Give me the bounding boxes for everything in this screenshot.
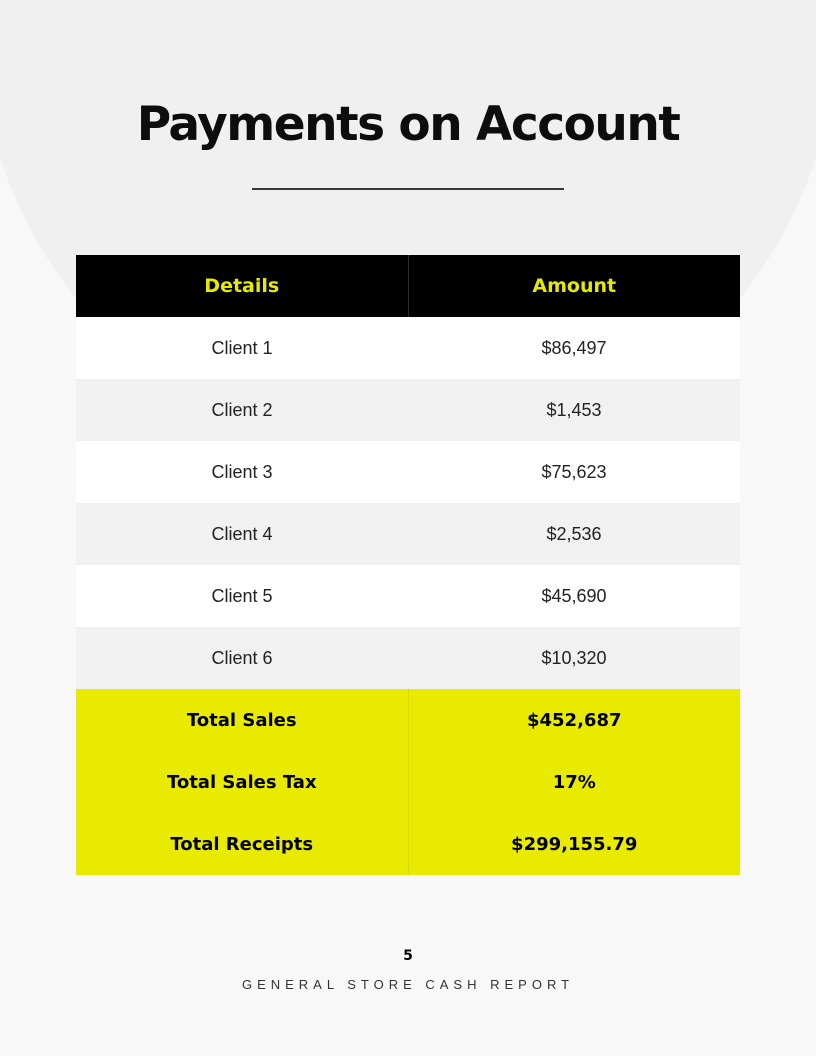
table-body bbox=[76, 317, 740, 875]
total-sales-value: $452,687 bbox=[408, 689, 740, 751]
client-amount-cell: $75,623 bbox=[408, 441, 740, 503]
client-details-cell: Client 4 bbox=[76, 503, 408, 565]
client-amount-cell: $10,320 bbox=[408, 627, 740, 689]
client-details-cell: Client 6 bbox=[76, 627, 408, 689]
column-header-amount: Amount bbox=[408, 255, 740, 317]
payments-table bbox=[76, 255, 740, 875]
page-number: 5 bbox=[403, 948, 413, 964]
table-header bbox=[76, 255, 740, 317]
total-sales-tax-row bbox=[76, 751, 740, 813]
total-sales-tax-value: 17% bbox=[408, 751, 740, 813]
total-sales-label: Total Sales bbox=[76, 689, 408, 751]
page-title: Payments on Account bbox=[136, 97, 680, 152]
column-header-details: Details bbox=[76, 255, 408, 317]
table-row bbox=[76, 503, 740, 565]
header-row bbox=[76, 255, 740, 317]
client-amount-cell: $1,453 bbox=[408, 379, 740, 441]
client-details-cell: Client 3 bbox=[76, 441, 408, 503]
total-sales-row bbox=[76, 689, 740, 751]
client-amount-cell: $2,536 bbox=[408, 503, 740, 565]
table-row bbox=[76, 379, 740, 441]
client-amount-cell: $86,497 bbox=[408, 317, 740, 379]
title-divider bbox=[252, 188, 564, 190]
total-receipts-label: Total Receipts bbox=[76, 813, 408, 875]
client-details-cell: Client 5 bbox=[76, 565, 408, 627]
table-row bbox=[76, 627, 740, 689]
client-details-cell: Client 1 bbox=[76, 317, 408, 379]
total-receipts-value: $299,155.79 bbox=[408, 813, 740, 875]
total-receipts-row bbox=[76, 813, 740, 875]
footer-report-title: GENERAL STORE CASH REPORT bbox=[241, 977, 575, 992]
client-details-cell: Client 2 bbox=[76, 379, 408, 441]
total-sales-tax-label: Total Sales Tax bbox=[76, 751, 408, 813]
table-row bbox=[76, 441, 740, 503]
table-row bbox=[76, 565, 740, 627]
client-amount-cell: $45,690 bbox=[408, 565, 740, 627]
table-row bbox=[76, 317, 740, 379]
